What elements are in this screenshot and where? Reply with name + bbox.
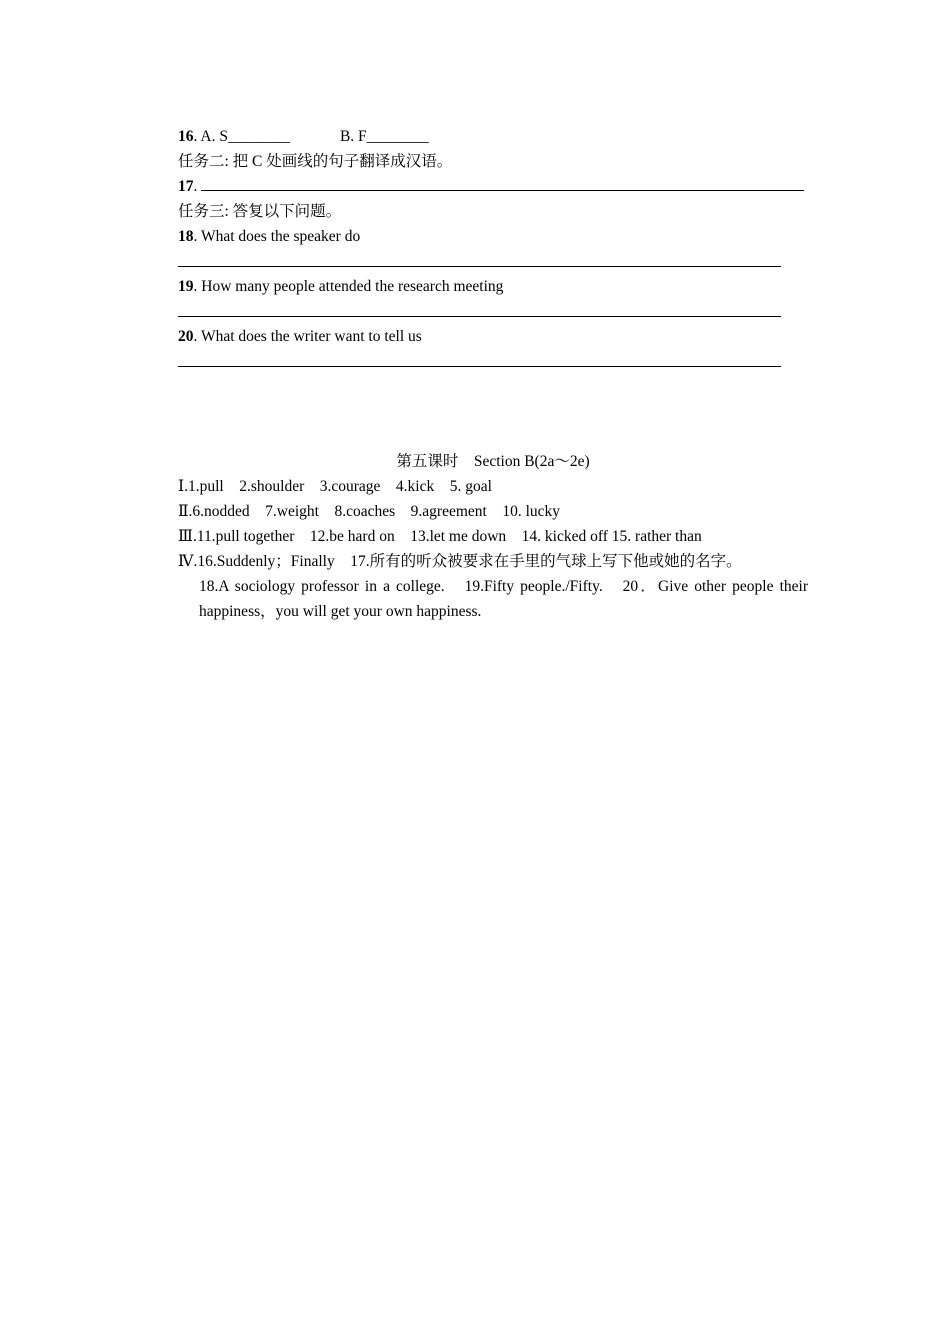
question-19-text: . How many people attended the research meeting — [193, 278, 504, 295]
question-20-answer-line[interactable] — [178, 349, 808, 374]
answer-key-part-4: Ⅳ.16.Suddenly；Finally 17.所有的听众被要求在手里的气球上写下他或她的名字。 — [178, 553, 742, 570]
worksheet-page — [178, 124, 808, 624]
answer-key-part-4-continued: 18.A sociology professor in a college. 19.Fifty people./Fifty. 20．Give other people their happiness，you will get your own happiness. — [199, 578, 808, 620]
answer-key-title: 第五课时 Section B(2a～2e) — [396, 453, 590, 470]
question-17-prefix: . — [193, 178, 202, 195]
question-17 — [178, 174, 808, 199]
question-16-number: 16 — [178, 128, 194, 145]
answer-key-part-2: Ⅱ.6.nodded 7.weight 8.coaches 9.agreement 10. lucky — [178, 503, 561, 520]
question-18-text: . What does the speaker do — [193, 228, 361, 245]
question-20 — [178, 324, 808, 349]
question-18 — [178, 224, 808, 249]
question-20-number: 20 — [178, 328, 194, 345]
question-19-number: 19 — [178, 278, 194, 295]
answer-key-part-3: Ⅲ.11.pull together 12.be hard on 13.let me down 14. kicked off 15. rather than — [178, 528, 702, 545]
question-17-number: 17 — [178, 178, 194, 195]
question-17-answer-line[interactable] — [201, 176, 804, 191]
answer-key-part-1: Ⅰ.1.pull 2.shoulder 3.courage 4.kick 5. goal — [178, 478, 492, 495]
question-19-answer-line[interactable] — [178, 299, 808, 324]
question-20-text: . What does the writer want to tell us — [193, 328, 422, 345]
task-2-instruction: 任务二: 把 C 处画线的句子翻译成汉语。 — [178, 153, 453, 170]
question-16 — [178, 124, 808, 149]
question-16-option-b: B. F________ — [339, 128, 429, 145]
question-18-number: 18 — [178, 228, 194, 245]
question-19 — [178, 274, 808, 299]
question-16-option-a: . A. S________ — [193, 128, 290, 145]
task-3-instruction: 任务三: 答复以下问题。 — [178, 203, 342, 220]
question-18-answer-line[interactable] — [178, 249, 808, 274]
